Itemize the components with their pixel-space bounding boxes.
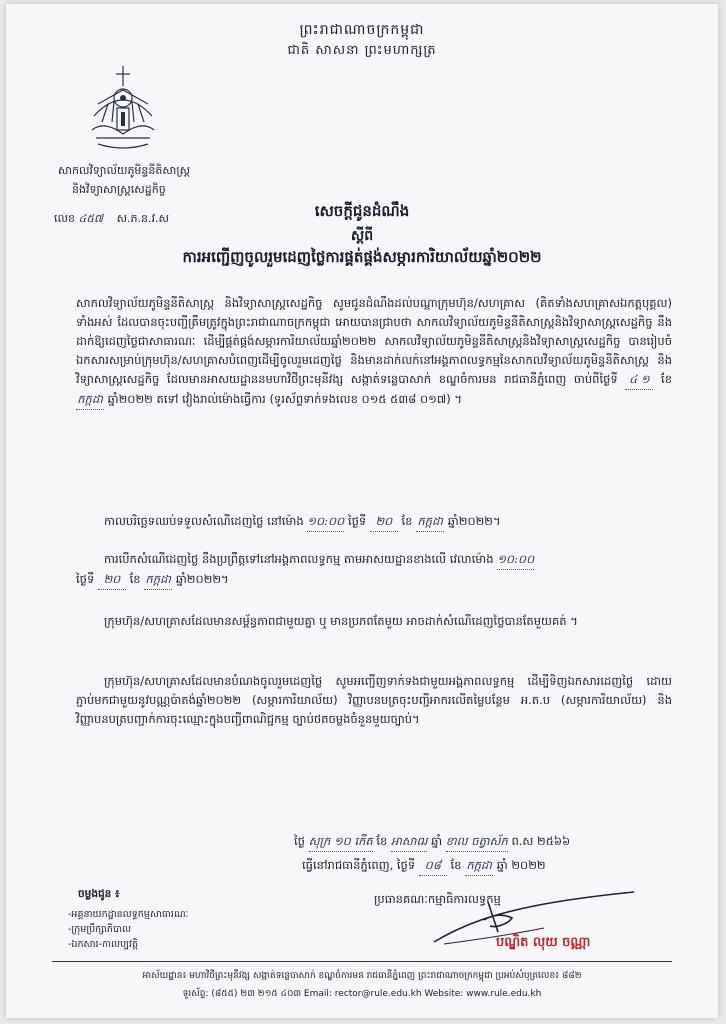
lunar-date bbox=[294, 834, 570, 852]
ref-suffix: ស.ភ.ន.វ.ស bbox=[116, 212, 169, 225]
solar-hand-month: កក្កដា bbox=[465, 858, 493, 876]
lunar-hand-year: ខាល ចត្វាស័ក bbox=[446, 834, 508, 852]
cc-item: -ឯកសារ-កាលប្បវត្តិ bbox=[68, 939, 138, 950]
footer-address: អាស័យដ្ឋាន៖ មហាវិថីព្រះមុនីវង្ស សង្កាត់ទន្លេបាសាក់ ខណ្ឌចំការមន រាជធានីភ្នំពេញ ព្រះរាជាណាចក្រកម្ពុជា ប្រអប់សំបុត្រលេខ៖ ៨៨២ bbox=[142, 971, 582, 981]
org-name-line1: សាកលវិទ្យាល័យភូមិន្ទនីតិសាស្ត្រ bbox=[58, 164, 191, 177]
para3-year: ឆ្នាំ២០២២។ bbox=[175, 572, 229, 586]
paragraph-requirements: ក្រុមហ៊ុន/សហគ្រាសដែលមានបំណងចូលរួមដេញថ្លៃ សូមអញ្ជើញទាក់ទងជាមួយអង្គភាពលទ្ធកម្ម ដើម្បីទិញឯកសារដេញថ្លៃ ដោយភ្ជាប់មកជាមួយនូវបណ្ណប៉ាតង់ឆ្នាំ២០២២ (សម្ភារការិយាល័យ) វិញ្ញាបនបត្រចុះបញ្ជីអាករលើតម្លៃបន្ថែម អ.ត.ប (សម្ភារការិយាល័យ) និងវិញ្ញាបនបត្របញ្ជាក់ការចុះឈ្មោះក្នុងបញ្ជីពាណិជ្ជកម្ម ច្បាប់ថតចម្លងចំនួនមួយច្បាប់។ bbox=[76, 674, 672, 726]
para2-year: ឆ្នាំ២០២២។ bbox=[447, 514, 501, 528]
paragraph-announcement bbox=[76, 294, 672, 410]
document-page bbox=[6, 4, 718, 1018]
footer-divider bbox=[52, 961, 672, 962]
notice-title: សេចក្តីជូនដំណឹង bbox=[314, 202, 410, 220]
para2-hand-day: ២០ bbox=[370, 512, 398, 532]
paragraph-opening bbox=[76, 550, 672, 590]
para2-hand-month: កក្កដា bbox=[416, 512, 444, 532]
para3-day-label: ថ្ងៃទី bbox=[76, 572, 95, 586]
para3-hand-month: កក្កដា bbox=[144, 570, 172, 590]
notice-subject: ការអញ្ជើញចូលរួមដេញថ្លៃការផ្គត់ផ្គង់សម្ភារការិយាល័យឆ្នាំ២០២២ bbox=[182, 248, 542, 266]
ref-handwritten: ៤៥៧ bbox=[78, 212, 104, 225]
lunar-month-label: ខែ bbox=[376, 834, 388, 848]
para2-hand-time: ១០:០០ bbox=[307, 512, 344, 532]
org-name-line2: និងវិទ្យាសាស្ត្រសេដ្ឋកិច្ច bbox=[72, 183, 166, 196]
cc-item: -ក្រុមប្រឹក្សាភិបាល bbox=[68, 924, 132, 935]
solar-hand-day: ០៨ bbox=[419, 858, 447, 876]
lunar-be: ព.ស ២៥៦៦ bbox=[511, 834, 571, 848]
solar-month-label: ខែ bbox=[450, 858, 462, 872]
paragraph-affiliation: ក្រុមហ៊ុន/សហគ្រាសដែលមានសម្ព័ន្ធភាពជាមួយគ្នា ឬ មានប្រភពតែមួយ អាចដាក់សំណើដេញថ្លៃបានតែមួយគត់ ។ bbox=[104, 614, 578, 628]
lunar-hand-month: អាសាឍ bbox=[391, 834, 428, 852]
paragraph-deadline bbox=[76, 512, 672, 532]
cc-item: -អគ្គនាយកដ្ឋានលទ្ធកម្មសាធារណៈ bbox=[68, 909, 189, 920]
ref-prefix: លេខ bbox=[54, 212, 75, 225]
para1-hand-month: កក្កដា bbox=[76, 390, 104, 410]
committee-chair-title: ប្រធានគណៈកម្មាធិការលទ្ធកម្ម bbox=[374, 892, 501, 906]
cc-title: ចម្លងជូន ៖ bbox=[78, 888, 120, 900]
para3-hand-time: ១០:០០ bbox=[497, 550, 534, 570]
para3-hand-day: ២០ bbox=[98, 570, 126, 590]
para3-month-label: ខែ bbox=[129, 572, 141, 586]
kingdom-heading: ព្រះរាជាណាចក្រកម្ពុជា bbox=[299, 22, 425, 38]
footer-contact: ទូរស័ព្ទ: (៨៥៥) ២៣ ២១៥ ៤០៣ Email: rector@rule.edu.kh Website: www.rule.edu.kh bbox=[182, 989, 542, 999]
para2-label: កាលបរិច្ឆេទឈប់ទទួលសំណើដេញថ្លៃ នៅម៉ោង bbox=[104, 514, 304, 528]
university-logo bbox=[84, 64, 162, 154]
para2-day-label: ថ្ងៃទី bbox=[347, 514, 367, 528]
signatory-name: បណ្ឌិត លុយ ចណ្ណា bbox=[496, 935, 591, 950]
para2-month-label: ខែ bbox=[401, 514, 413, 528]
para1-month-label: ខែ bbox=[661, 372, 672, 386]
lunar-year-label: ឆ្នាំ bbox=[431, 834, 443, 848]
para3-label: ការបើកសំណើដេញថ្លៃ នឹងប្រព្រឹត្តទៅនៅអង្គភាពលទ្ធកម្ម តាមអាសយដ្ឋានខាងលើ វេលាម៉ោង bbox=[104, 552, 494, 566]
lunar-hand: សុក្រ ១០ កើត bbox=[309, 834, 373, 852]
para1-hand-day: ៤ ១ bbox=[625, 370, 653, 390]
solar-prefix: ធ្វើនៅរាជធានីភ្នំពេញ, ថ្ងៃទី bbox=[302, 858, 416, 872]
para1-text: សាកលវិទ្យាល័យភូមិន្ទនីតិសាស្ត្រ និងវិទ្យាសាស្ត្រសេដ្ឋកិច្ច សូមជូនដំណឹងដល់បណ្តាក្រុមហ៊ុន/សហគ្រាស (គិតទាំងសហគ្រាសឯកត្តបុគ្គល) ទាំងអស់ ដែលបានចុះបញ្ជីត្រឹមត្រូវក្នុងព្រះរាជាណាចក្រកម្ពុជា អោយបានជ្រាបថា សាកលវិទ្យាល័យភូមិន្ទនីតិសាស្ត្រនិងវិទ្យាសាស្ត្រសេដ្ឋកិច្ច នឹងដាក់ឱ្យដេញថ្លៃជាសាធារណៈ ដើម្បីផ្គត់ផ្គង់សម្ភារការិយាល័យឆ្នាំ២០២២ សាកលវិទ្យាល័យភូមិន្ទនីតិសាស្ត្រនិងវិទ្យាសាស្ត្រសេដ្ឋកិច្ច បានរៀបចំឯកសារសម្រាប់ក្រុមហ៊ុន/សហគ្រាសបំពេញដើម្បីចូលរួមដេញថ្លៃ និងមានដាក់លក់នៅអង្គភាពលទ្ធកម្មនៃសាកលវិទ្យាល័យភូមិន្ទនីតិសាស្ត្រ និងវិទ្យាសាស្ត្រសេដ្ឋកិច្ច ដែលមានអាសយដ្ឋាននមហាវិថីព្រះមុនីវង្ស សង្កាត់ទន្លេបាសាក់ ខណ្ឌចំការមន រាជធានីភ្នំពេញ ចាប់ពីថ្ងៃទី bbox=[76, 296, 672, 386]
notice-about: ស្តីពី bbox=[350, 228, 374, 244]
solar-year: ឆ្នាំ ២០២២ bbox=[496, 858, 546, 872]
solar-date bbox=[302, 858, 546, 876]
para1-tail: ឆ្នាំ២០២២ តទៅ វៀងរាល់ម៉ោងធ្វើការ (ទូរស័ព្ទទាក់ទងលេខ ០១៥ ៥៣៨ ០១៧) ។ bbox=[107, 392, 462, 406]
lunar-prefix: ថ្ងៃ bbox=[294, 834, 305, 848]
national-motto: ជាតិ សាសនា ព្រះមហាក្សត្រ bbox=[287, 43, 437, 58]
